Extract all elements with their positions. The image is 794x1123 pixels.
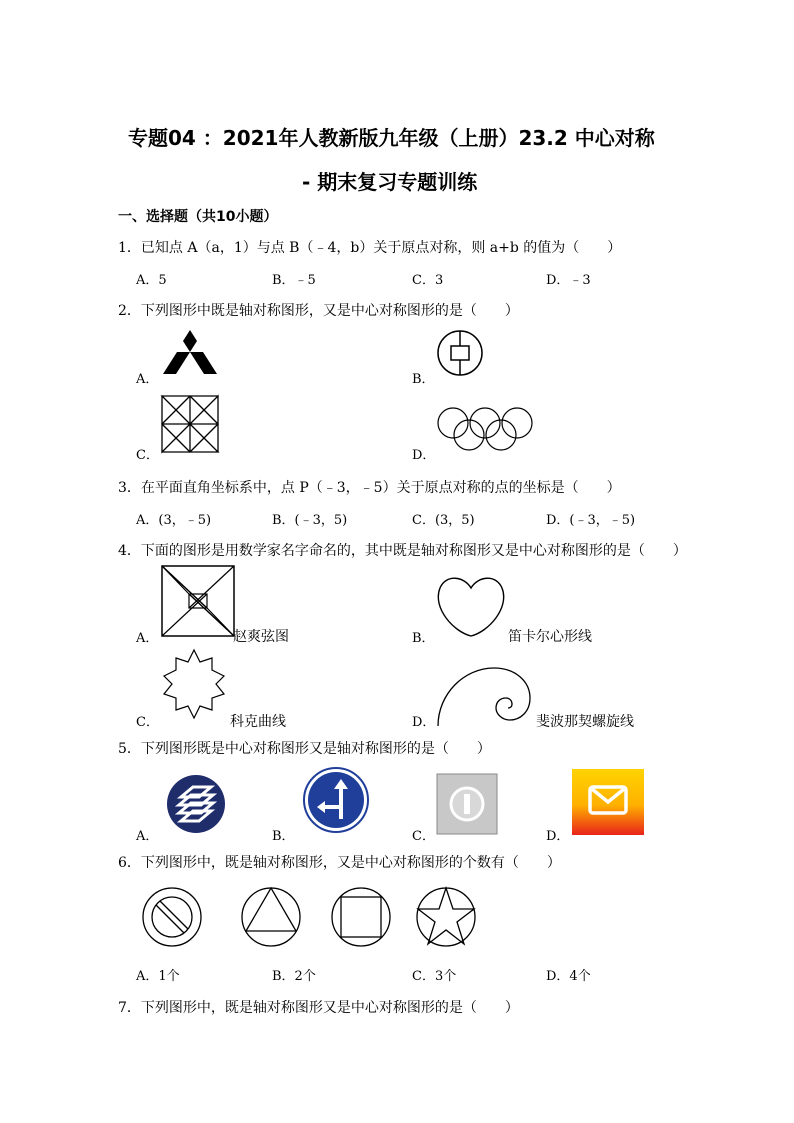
question-2-stem: 2．下列图形中既是轴对称图形，又是中心对称图形的是（ ） — [118, 303, 519, 319]
pinwheel-figure — [162, 396, 218, 452]
envelope-icon — [572, 769, 644, 835]
question-2-label-d[interactable]: D． — [412, 448, 436, 463]
question-3-option-b[interactable]: B．(﹣3，5) — [272, 513, 348, 528]
caption-koch: 科克曲线 — [230, 714, 286, 730]
page-title-line1: 专题04 ：2021年人教新版九年级（上册）23.2 中心对称 — [128, 126, 655, 150]
question-5-label-c[interactable]: C． — [412, 829, 435, 844]
question-5-label-b[interactable]: B． — [272, 829, 295, 844]
question-6-option-b[interactable]: B．2个 — [272, 969, 316, 984]
question-6-option-c[interactable]: C．3个 — [412, 969, 457, 984]
question-3-option-a[interactable]: A．(3，﹣5) — [136, 513, 212, 528]
olympic-rings-figure — [436, 406, 534, 452]
caption-cardioid: 笛卡尔心形线 — [508, 629, 592, 645]
question-4-label-b[interactable]: B． — [412, 631, 435, 646]
question-6-stem: 6．下列图形中，既是轴对称图形，又是中心对称图形的个数有（ ） — [118, 855, 561, 871]
question-4-stem: 4．下面的图形是用数学家名字命名的，其中既是轴对称图形又是中心对称图形的是（ ） — [118, 543, 687, 559]
question-5-label-d[interactable]: D． — [546, 829, 570, 844]
question-3-stem: 3．在平面直角坐标系中，点 P（﹣3，﹣5）关于原点对称的点的坐标是（ ） — [118, 480, 621, 496]
zhaoshuang-figure — [162, 566, 234, 636]
mitsubishi-logo-figure — [163, 330, 217, 376]
question-5-stem: 5．下列图形既是中心对称图形又是轴对称图形的是（ ） — [118, 741, 491, 757]
circle-star-figure — [416, 887, 476, 947]
question-4-label-a[interactable]: A． — [136, 631, 159, 646]
question-3-option-d[interactable]: D．(﹣3，﹣5) — [546, 513, 636, 528]
question-1-option-d[interactable]: D．﹣3 — [546, 273, 591, 288]
question-3-option-c[interactable]: C．(3，5) — [412, 513, 475, 528]
question-1-option-b[interactable]: B．﹣5 — [272, 273, 316, 288]
question-1-option-c[interactable]: C．3 — [412, 273, 444, 288]
diamond-right — [197, 363, 217, 374]
circle-square-figure — [436, 328, 484, 378]
section-heading: 一、选择题（共10小题） — [118, 209, 278, 225]
fibonacci-spiral-figure — [434, 664, 534, 726]
question-1-stem: 1．已知点 A（a，1）与点 B（﹣4，b）关于原点对称，则 a+b 的值为（ ） — [118, 240, 622, 256]
question-4-label-d[interactable]: D． — [412, 715, 436, 730]
caption-fibonacci: 斐波那契螺旋线 — [536, 714, 634, 730]
question-7-stem: 7．下列图形中，既是轴对称图形又是中心对称图形的是（ ） — [118, 1000, 519, 1016]
prohibition-sign-figure — [142, 887, 202, 947]
power-button-figure — [437, 774, 497, 834]
question-2-label-a[interactable]: A． — [136, 372, 159, 387]
question-1-option-a[interactable]: A．5 — [136, 273, 167, 288]
question-4-label-c[interactable]: C． — [136, 715, 159, 730]
question-6-option-a[interactable]: A．1个 — [136, 969, 180, 984]
question-6-option-d[interactable]: D．4个 — [546, 969, 591, 984]
question-2-label-c[interactable]: C． — [136, 448, 159, 463]
diamond-top — [183, 330, 197, 352]
circle-triangle-figure — [241, 887, 301, 947]
question-2-label-b[interactable]: B． — [412, 372, 435, 387]
caption-zhaoshuang: 赵爽弦图 — [233, 629, 289, 645]
koch-snowflake-figure — [160, 648, 228, 720]
circle-square-inscribed-figure — [331, 887, 391, 947]
question-5-label-a[interactable]: A． — [136, 829, 159, 844]
cardioid-figure — [436, 574, 506, 638]
diamond-left — [163, 363, 183, 374]
china-mobile-logo-figure — [167, 775, 225, 833]
page-title-line2: - 期末复习专题训练 — [302, 170, 478, 194]
traffic-sign-figure — [303, 767, 369, 833]
